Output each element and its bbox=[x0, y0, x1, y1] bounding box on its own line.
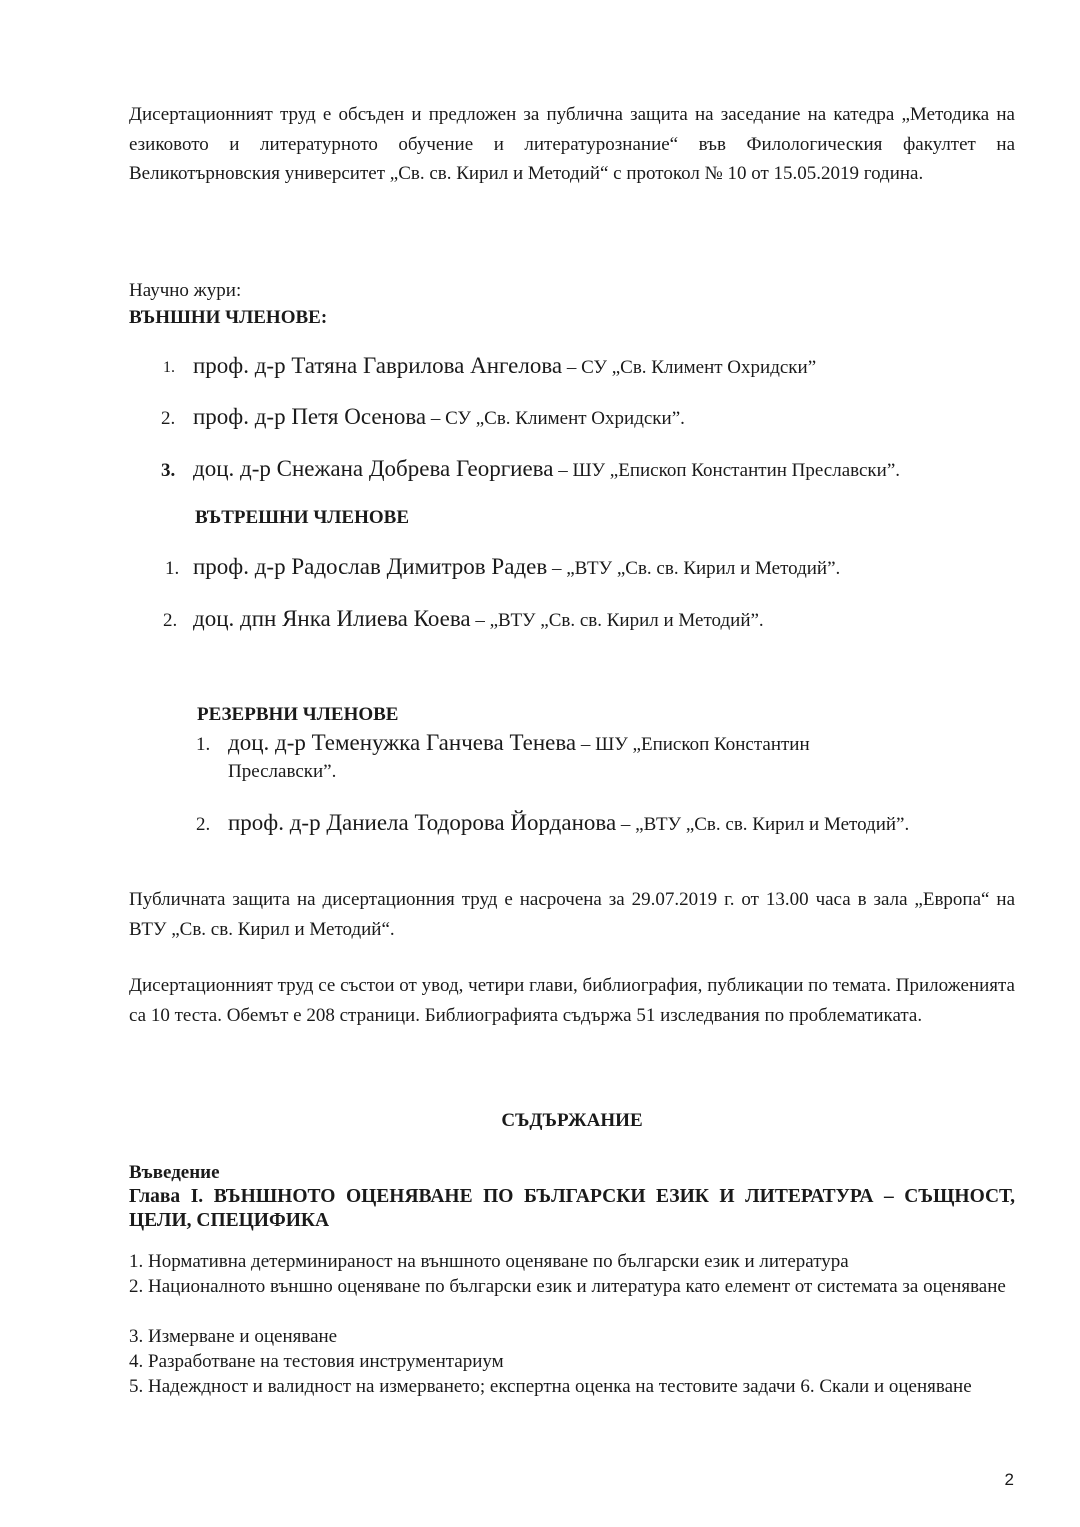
member-affiliation: – СУ „Св. Климент Охридски”. bbox=[426, 408, 685, 429]
member-affiliation: – „ВТУ „Св. св. Кирил и Методий”. bbox=[616, 814, 910, 835]
member-number: 1. bbox=[196, 734, 211, 755]
toc-chapter-1: Глава I. ВЪНШНОТО ОЦЕНЯВАНЕ ПО БЪЛГАРСКИ ЕЗИК И ЛИТЕРАТУРА – СЪЩНОСТ, ЦЕЛИ, СПЕЦИФИКА bbox=[129, 1186, 1015, 1231]
member-number: 2. bbox=[163, 610, 178, 631]
toc-intro: Въведение bbox=[129, 1162, 220, 1183]
member-name: доц. д-р Теменужка Ганчева Тенева bbox=[228, 730, 577, 755]
reserve-member-1-continuation: Преславски”. bbox=[228, 761, 337, 782]
member-number: 2. bbox=[196, 814, 211, 835]
structure-paragraph: Дисертационният труд се състои от увод, четири глави, библиография, публикации по темата. Приложенията са 10 теста. Обемът е 208 страници. Библиографията съдържа 51 изследвания по проблематиката. bbox=[129, 975, 1015, 1026]
member-number: 2. bbox=[161, 408, 176, 429]
member-affiliation: – СУ „Св. Климент Охридски” bbox=[562, 357, 817, 378]
toc-item: 4. Разработване на тестовия инструментариум bbox=[129, 1351, 504, 1372]
jury-label: Научно жури: bbox=[129, 280, 242, 301]
intro-paragraph: Дисертационният труд е обсъден и предложен за публична защита на заседание на катедра „Методика на езиковото и литературното обучение и литературознание“ във Филологическия факултет на Великотърновския университет „Св. св. Кирил и Методий“ с протокол № 10 от 15.05.2019 година. bbox=[129, 104, 1015, 184]
toc-item: 1. Нормативна детерминираност на външното оценяване по български език и литература bbox=[129, 1251, 849, 1272]
toc-title: СЪДЪРЖАНИЕ bbox=[501, 1110, 643, 1131]
member-number: 3. bbox=[161, 460, 176, 481]
member-affiliation: – ШУ „Епископ Константин bbox=[576, 734, 810, 755]
toc-item: 5. Надеждност и валидност на измерването; експертна оценка на тестовите задачи 6. Скали и оценяване bbox=[129, 1376, 972, 1397]
reserve-members-heading: РЕЗЕРВНИ ЧЛЕНОВЕ bbox=[197, 704, 399, 725]
member-affiliation: – ШУ „Епископ Константин Преславски”. bbox=[553, 460, 901, 481]
internal-members-heading: ВЪТРЕШНИ ЧЛЕНОВЕ bbox=[195, 507, 410, 528]
member-number: 1. bbox=[165, 558, 180, 579]
member-number: 1. bbox=[163, 359, 175, 376]
member-name: доц. д-р Снежана Добрева Георгиева bbox=[193, 456, 554, 481]
member-name: проф. д-р Даниела Тодорова Йорданова bbox=[228, 810, 617, 835]
member-affiliation: – „ВТУ „Св. св. Кирил и Методий”. bbox=[547, 558, 841, 579]
toc-item: 3. Измерване и оценяване bbox=[129, 1326, 338, 1347]
toc-item: 2. Националното външно оценяване по български език и литература като елемент от системата за оценяване bbox=[129, 1276, 1006, 1297]
member-affiliation: – „ВТУ „Св. св. Кирил и Методий”. bbox=[470, 610, 764, 631]
page-number: 2 bbox=[1004, 1470, 1014, 1489]
member-name: проф. д-р Татяна Гаврилова Ангелова bbox=[193, 353, 563, 378]
member-name: проф. д-р Радослав Димитров Радев bbox=[193, 554, 548, 579]
member-name: проф. д-р Петя Осенова bbox=[193, 404, 427, 429]
member-name: доц. дпн Янка Илиева Коева bbox=[193, 606, 471, 631]
defense-paragraph: Публичната защита на дисертационния труд е насрочена за 29.07.2019 г. от 13.00 часа в зала „Европа“ на ВТУ „Св. св. Кирил и Методий“. bbox=[129, 889, 1015, 940]
external-members-heading: ВЪНШНИ ЧЛЕНОВЕ: bbox=[129, 307, 328, 328]
